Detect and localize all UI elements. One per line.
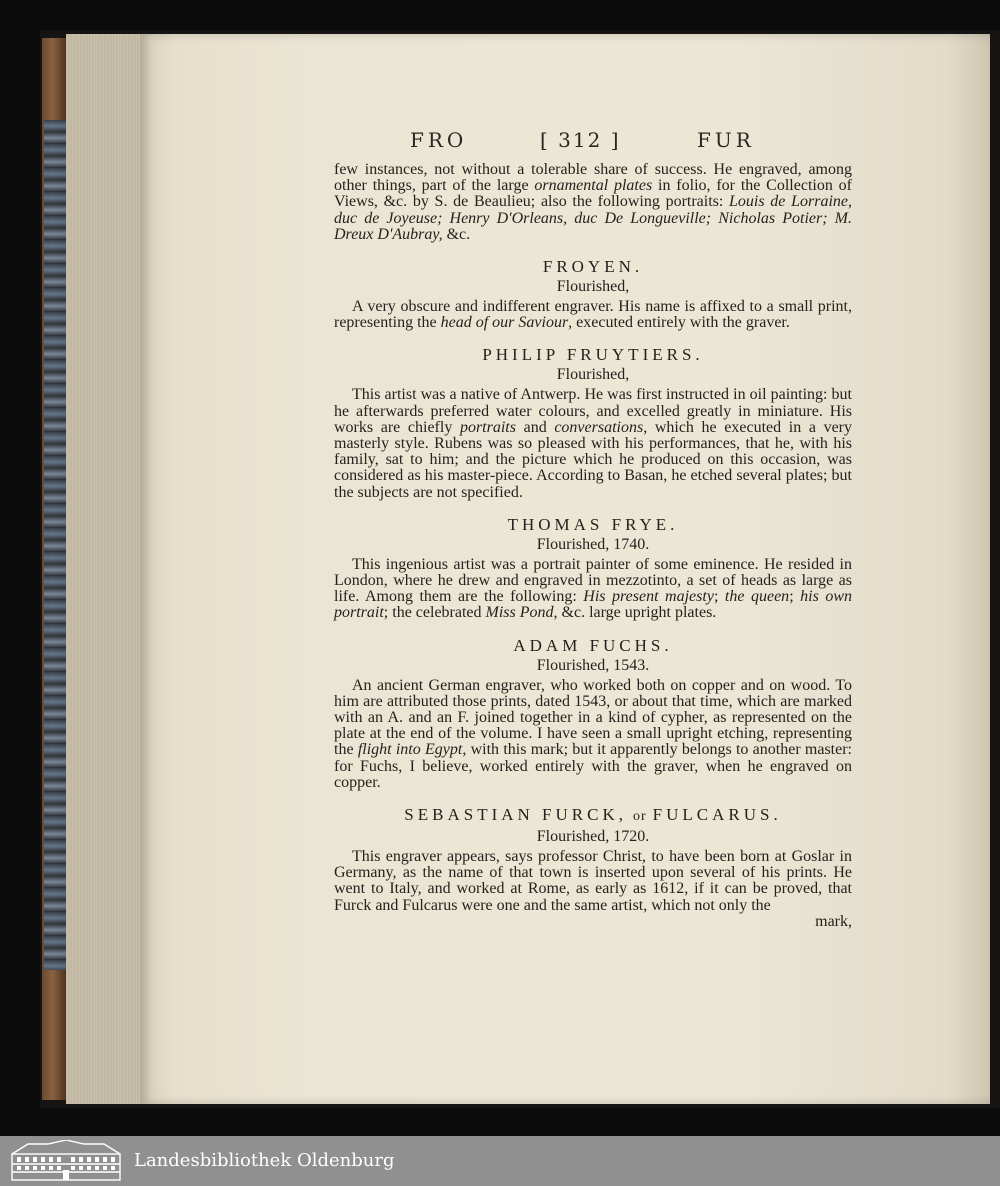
entry-flourished-fuchs: Flourished, 1543. (536, 656, 650, 674)
library-name: Landesbibliothek Oldenburg (134, 1150, 395, 1171)
entry-heading-fuchs: ADAM FUCHS. (513, 635, 673, 655)
running-head-left: FRO (410, 128, 468, 152)
entry-heading-furck: SEBASTIAN FURCK, or FULCARUS. (404, 805, 782, 825)
entry-flourished-furck: Flourished, 1720. (536, 828, 650, 846)
entry-flourished-fruytiers: Flourished, (556, 366, 630, 384)
running-head (410, 128, 850, 158)
entry-flourished-froyen: Flourished, (556, 278, 630, 296)
catchword: mark, (815, 912, 852, 930)
entry-text-fuchs: An ancient German engraver, who worked both on copper and on wood. To him are attributed those prints, dated 1543, or about that time, which are marked with an A. and an F. joined together in a kind of cypher, as represented on the plate at the end of the volume. I have seen a small upright etching, representing the flight into Egypt, with this mark; but it apparently belongs to another master: for Fuchs, I believe, worked entirely with the graver, when he engraved on copper. (334, 676, 853, 791)
page-stack-edge (66, 34, 146, 1104)
entry-heading-fruytiers: PHILIP FRUYTIERS. (482, 345, 704, 365)
entry-text-frye: This ingenious artist was a portrait painter of some eminence. He resided in London, where he drew and engraved in mezzotinto, a set of heads as large as life. Among them are the following: His present majesty; the queen; his own portrait; the celebrated Miss Pond, &c. large upright plates. (334, 555, 853, 622)
library-building-icon (8, 1140, 124, 1182)
entry-text-froyen: A very obscure and indifferent engraver. His name is affixed to a small print, representing the head of our Saviour, executed entirely with the graver. (334, 298, 852, 332)
entry-text-furck: This engraver appears, says professor Christ, to have been born at Goslar in Germany, as the name of that town is inserted upon several of his prints. He went to Italy, and worked at Rome, as early as 1612, if it can be proved, that Furck and Fulcarus were one and the same artist, which not only the (334, 848, 852, 914)
entry-text-fruytiers: This artist was a native of Antwerp. He was first instructed in oil painting: but he afterwards preferred water colours, and excelled greatly in miniature. His works are chiefly portraits and conversations, which he executed in a very masterly style. Rubens was so pleased with his performances, that he, with his family, sat to him; and the picture which he produced on this occasion, was considered as his master-piece. According to Basan, he etched several plates; but the subjects are not specified. (334, 386, 853, 501)
entry-flourished-frye: Flourished, 1740. (536, 535, 650, 553)
marbled-endpaper (44, 120, 68, 970)
entry-heading-frye: THOMAS FRYE. (507, 514, 679, 534)
page-text (334, 162, 852, 930)
opening-paragraph: few instances, not without a tolerable share of success. He engraved, among other things, part of the large ornamental plates in folio, for the Collection of Views, &c. by S. de Beaulieu; also the following portraits: Louis de Lorraine, duc de Joyeuse; Henry D'Orleans, duc De Longueville; Nicholas Potier; M. Dreux D'Aubray, &c. (334, 161, 852, 243)
entry-heading-froyen: FROYEN. (542, 257, 644, 277)
running-head-right: FUR (697, 128, 755, 152)
footer-bar (0, 1136, 1000, 1186)
page-number: [ 312 ] (540, 128, 621, 152)
